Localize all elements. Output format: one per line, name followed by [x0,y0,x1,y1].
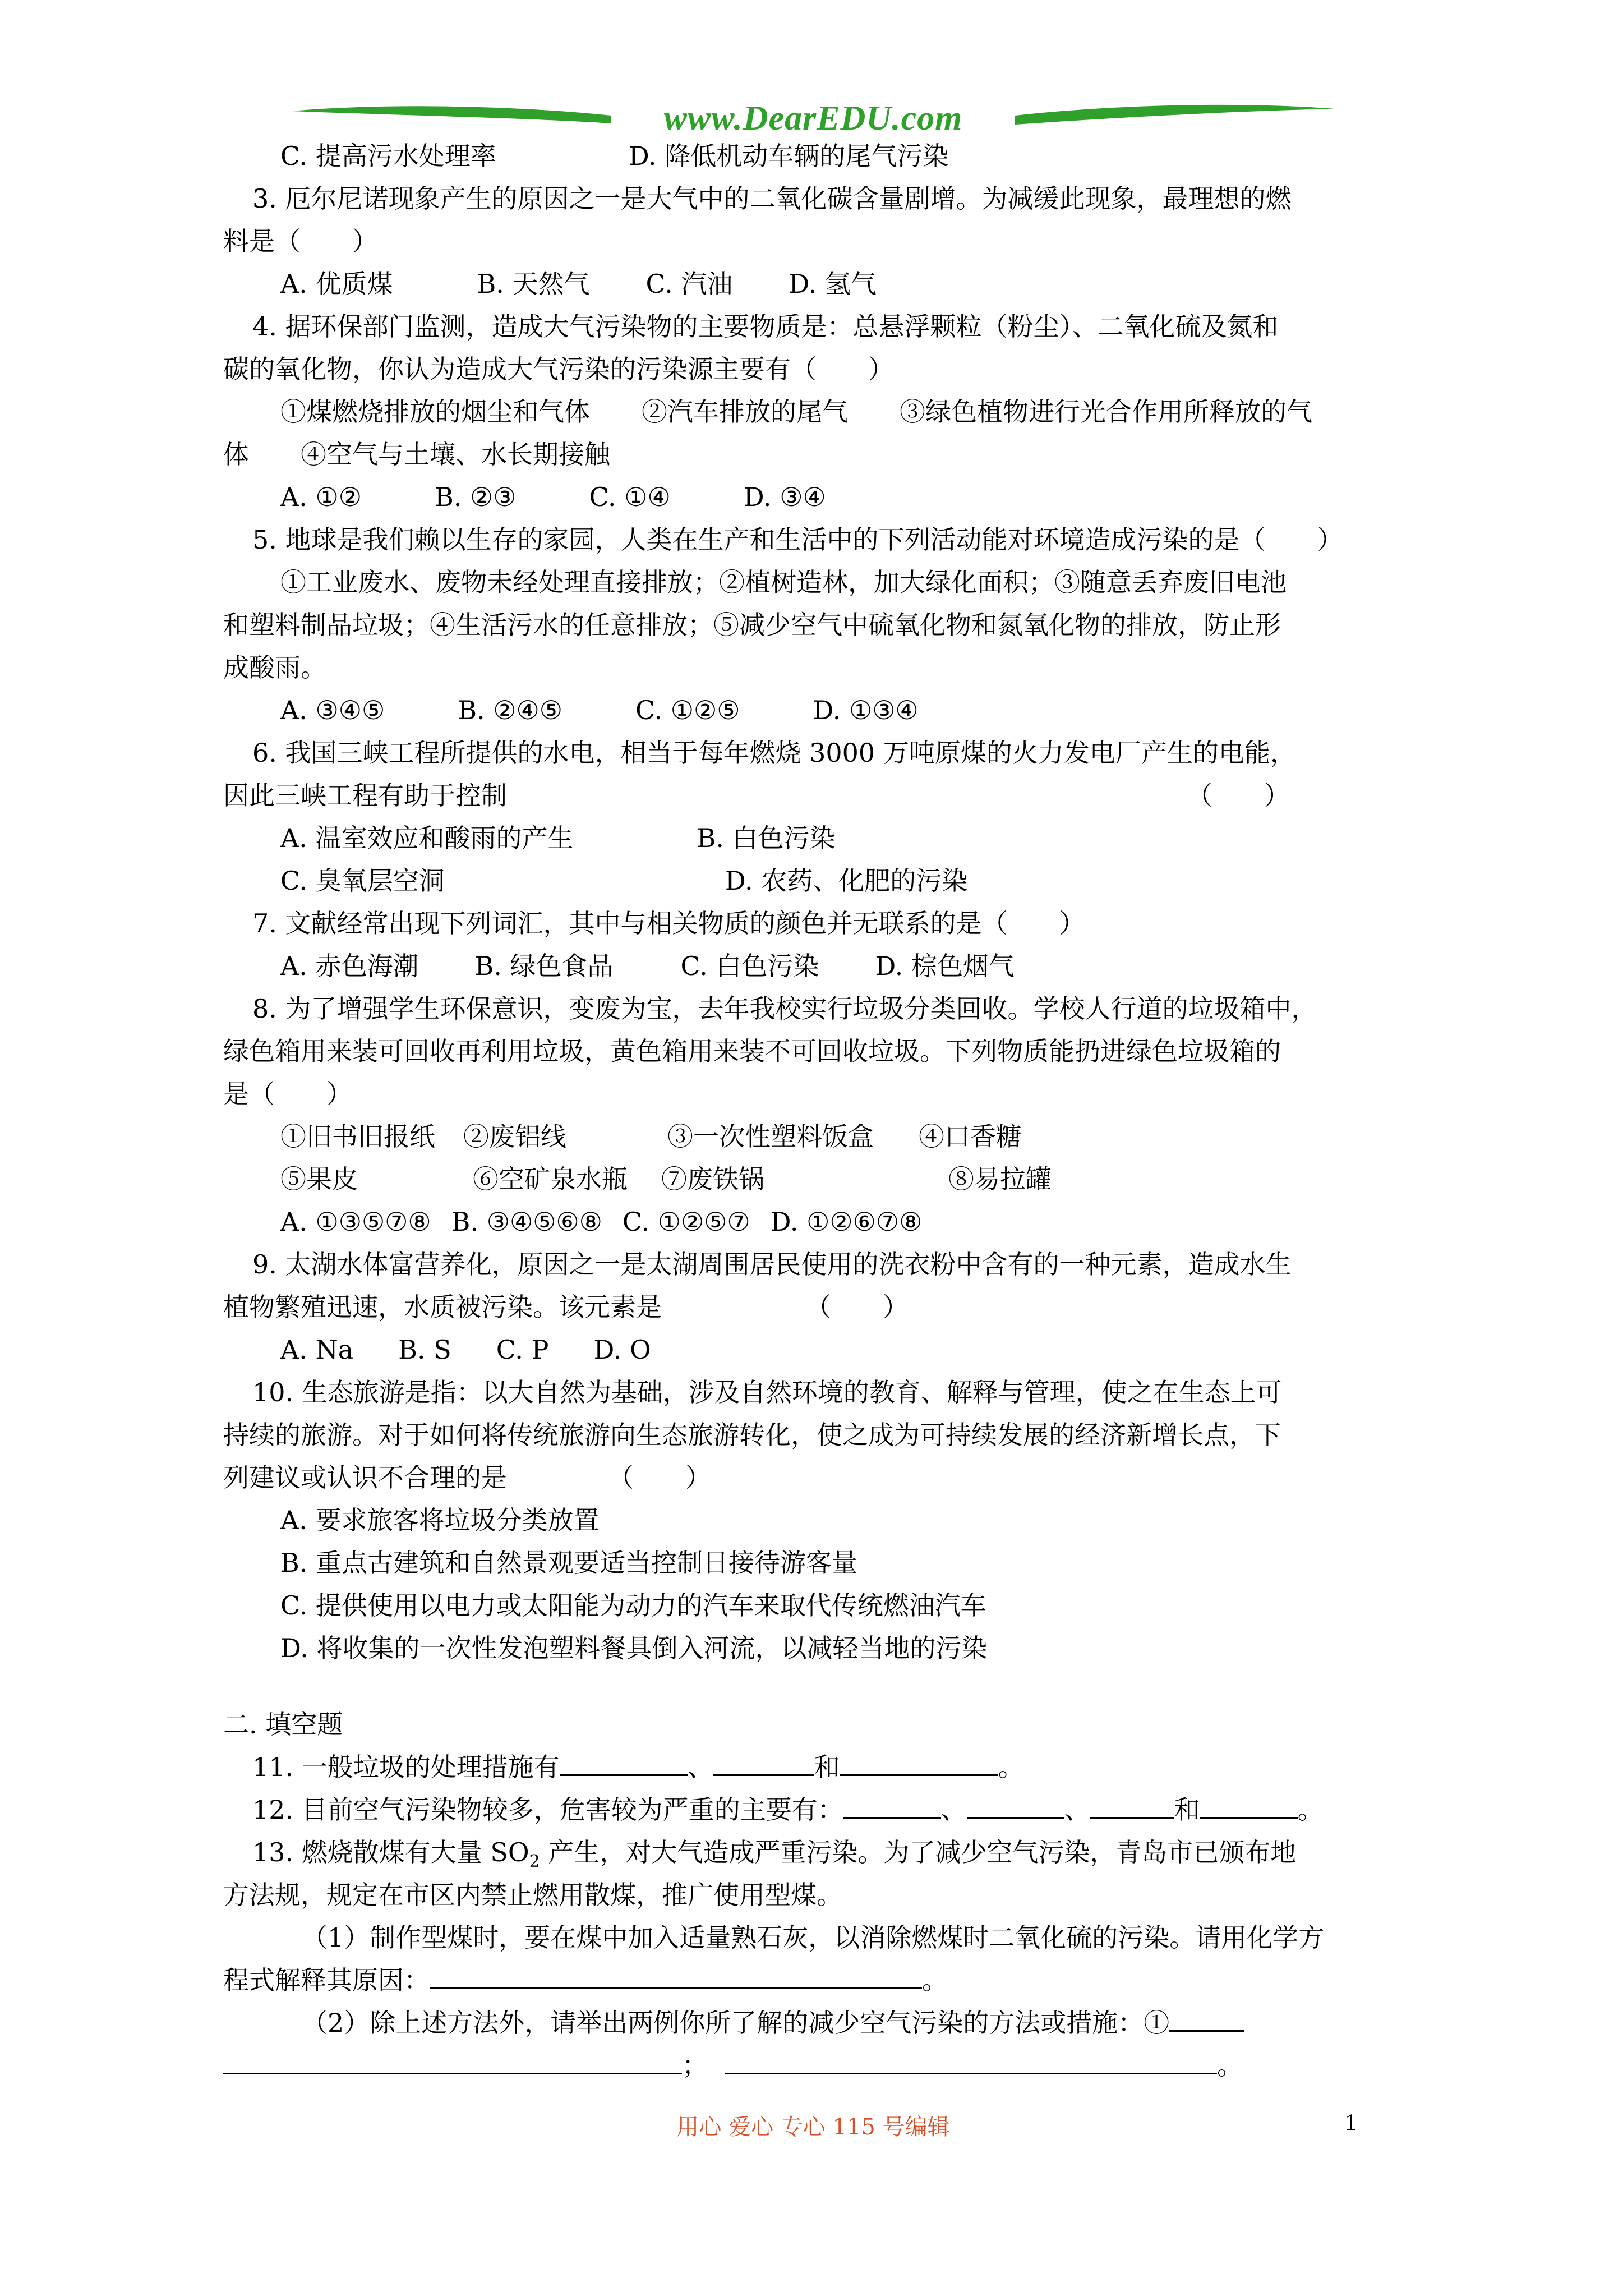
option-a: A. 优质煤 [280,269,393,299]
item-2: ②废铝线 [463,1121,566,1152]
answer-blank[interactable] [840,1749,998,1776]
option-b: B. ③④⑤⑥⑧ [451,1207,602,1237]
option-d: D. 氢气 [789,269,877,299]
item-5: ⑤果皮 [280,1164,358,1194]
question-8-text-end: 是（ ） [223,1079,352,1109]
question-13-text: 13. 燃烧散煤有大量 $SO_2$ 产生，对大气造成严重污染。为了减少空气污染，青岛市已颁布地 [252,1837,1297,1872]
answer-bracket: （ ） [805,1292,909,1322]
option-c: C. ①②⑤ [635,695,740,725]
option-c: C. 汽油 [645,269,733,299]
header-banner [292,99,1335,138]
answer-blank[interactable] [725,2047,1217,2074]
question-8-items-row1 [223,1115,1457,1158]
question-10-option-a: A. 要求旅客将垃圾分类放置 [280,1505,600,1535]
option-c: C. 臭氧层空洞 [280,866,445,896]
answer-bracket: （ ） [1187,780,1290,811]
option-b: B. 白色污染 [697,823,836,853]
page-number: 1 [1345,2110,1357,2136]
answer-blank[interactable] [560,1749,688,1776]
document-body [223,135,1457,2087]
question-11: 11. 一般垃圾的处理措施有 、 和 。 [223,1746,1457,1788]
question-8-items-row2 [223,1158,1457,1200]
question-10-option-d: D. 将收集的一次性发泡塑料餐具倒入河流，以减轻当地的污染 [280,1633,988,1663]
question-13-part-2: （2）除上述方法外，请举出两例你所了解的减少空气污染的方法或措施：① [223,2001,1457,2044]
question-13-part-2-cont: ； 。 [223,2044,1457,2087]
answer-blank[interactable] [1200,1791,1298,1819]
answer-blank[interactable] [1090,1791,1174,1819]
option-a: A. ③④⑤ [280,695,385,725]
question-4-text-cont: 碳的氧化物，你认为造成大气污染的污染源主要有（ ） [223,354,894,384]
question-8-options [223,1200,1457,1243]
option-c: C. ①④ [589,482,671,512]
option-c: C. ①②⑤⑦ [622,1207,750,1237]
question-7-options [223,945,1457,987]
option-c: C. 白色污染 [680,951,819,981]
question-12: 12. 目前空气污染物较多，危害较为严重的主要有： 、 、 和 。 [223,1788,1457,1831]
option-d: D. 农药、化肥的污染 [725,866,968,896]
question-6-options-cd [223,859,1457,902]
answer-blank[interactable] [1169,2004,1244,2032]
item-7: ⑦废铁锅 [661,1164,764,1194]
question-10-text-cont: 持续的旅游。对于如何将传统旅游向生态旅游转化，使之成为可持续发展的经济新增长点，下 [223,1420,1281,1450]
item-1: ①旧书旧报纸 [280,1121,435,1152]
question-10-text: 10. 生态旅游是指：以大自然为基础，涉及自然环境的教育、解释与管理，使之在生态上可 [252,1377,1282,1407]
question-13-part-1: （1）制作型煤时，要在煤中加入适量熟石灰，以消除燃煤时二氧化硫的污染。请用化学方 [302,1922,1325,1953]
question-3-text-cont: 料是（ ） [223,226,378,256]
question-3-text: 3. 厄尔尼诺现象产生的原因之一是大气中的二氧化碳含量剧增。为减缓此现象，最理想的燃 [252,183,1292,214]
question-13-text-cont: 方法规，规定在市区内禁止燃用散煤，推广使用型煤。 [223,1880,842,1910]
question-3-options [223,263,1457,305]
item-6: ⑥空矿泉水瓶 [473,1164,628,1194]
option-b: B. 绿色食品 [474,951,614,981]
option-a: A. 赤色海潮 [280,951,419,981]
option-b: B. ②③ [434,482,517,512]
question-6-options-ab [223,817,1457,859]
question-13-part-1-cont: 程式解释其原因： 。 [223,1959,1457,2001]
option-a: A. 温室效应和酸雨的产生 [280,823,574,853]
question-9-text-cont: 植物繁殖迅速，水质被污染。该元素是 （ ） [223,1292,909,1322]
item-8: ⑧易拉罐 [948,1164,1052,1194]
question-4-options [223,476,1457,518]
option-d: D. ①③④ [813,695,919,725]
question-10-option-b: B. 重点古建筑和自然景观要适当控制日接待游客量 [280,1548,858,1578]
option-c: C. P [496,1335,549,1365]
question-5-items: ①工业废水、废物未经处理直接排放；②植树造林，加大绿化面积；③随意丢弃废旧电池 [280,567,1287,597]
question-9-options [223,1328,1457,1371]
answer-blank[interactable] [967,1791,1064,1819]
site-logo[interactable]: www.DearEDU.com [663,99,963,137]
option-a: A. ①② [280,482,362,512]
question-4-items: ①煤燃烧排放的烟尘和气体 ②汽车排放的尾气 ③绿色植物进行光合作用所释放的气 [280,397,1312,427]
question-10-option-c: C. 提供使用以电力或太阳能为动力的汽车来取代传统燃油汽车 [280,1590,986,1621]
question-8-text: 8. 为了增强学生环保意识，变废为宝，去年我校实行垃圾分类回收。学校人行道的垃圾箱中， [252,993,1317,1024]
question-5-items-end: 成酸雨。 [223,652,326,683]
question-2-options-cd [223,135,1457,177]
question-10-text-end: 列建议或认识不合理的是 （ ） [223,1462,711,1493]
question-5-text: 5. 地球是我们赖以生存的家园，人类在生产和生活中的下列活动能对环境造成污染的是（ ） [252,524,1343,555]
question-4-items-cont: 体 ④空气与土壤、水长期接触 [223,439,610,470]
question-7-text: 7. 文献经常出现下列词汇，其中与相关物质的颜色并无联系的是（ ） [252,908,1085,938]
option-b: B. 天然气 [477,269,590,299]
question-6-text-cont: 因此三峡工程有助于控制 （ ） [223,780,1290,811]
section-2-heading: 二. 填空题 [223,1709,343,1740]
option-d: D. ①②⑥⑦⑧ [770,1207,923,1237]
item-3: ③一次性塑料饭盒 [667,1121,874,1152]
question-5-options [223,689,1457,731]
option-b: B. ②④⑤ [458,695,562,725]
answer-blank[interactable] [430,1962,922,1989]
question-5-items-cont: 和塑料制品垃圾；④生活污水的任意排放；⑤减少空气中硫氧化物和氮氧化物的排放，防止形 [223,610,1281,640]
option-d: D. O [593,1335,651,1365]
option-b: B. S [398,1335,451,1365]
section-gap [223,1669,1457,1703]
answer-bracket: （ ） [608,1462,711,1493]
answer-blank[interactable] [223,2047,682,2074]
item-4: ④口香糖 [919,1121,1022,1152]
question-9-text: 9. 太湖水体富营养化，原因之一是太湖周围居民使用的洗衣粉中含有的一种元素，造成水生 [252,1249,1292,1280]
question-4-text: 4. 据环保部门监测，造成大气污染物的主要物质是：总悬浮颗粒（粉尘）、二氧化硫及氮和 [252,311,1279,342]
option-d: D. ③④ [743,482,826,512]
option-d: D. 降低机动车辆的尾气污染 [628,141,949,171]
answer-blank[interactable] [713,1749,814,1776]
option-c: C. 提高污水处理率 [280,141,496,171]
footer-credit: 用心 爱心 专心 115 号编辑 [676,2114,950,2140]
option-a: A. ①③⑤⑦⑧ [280,1207,431,1237]
question-6-text: 6. 我国三峡工程所提供的水电，相当于每年燃烧 3000 万吨原煤的火力发电厂产生的电能， [252,738,1296,768]
question-8-text-cont: 绿色箱用来装可回收再利用垃圾，黄色箱用来装不可回收垃圾。下列物质能扔进绿色垃圾箱的 [223,1036,1281,1066]
answer-blank[interactable] [843,1791,941,1819]
option-a: A. Na [280,1335,354,1365]
option-d: D. 棕色烟气 [875,951,1015,981]
